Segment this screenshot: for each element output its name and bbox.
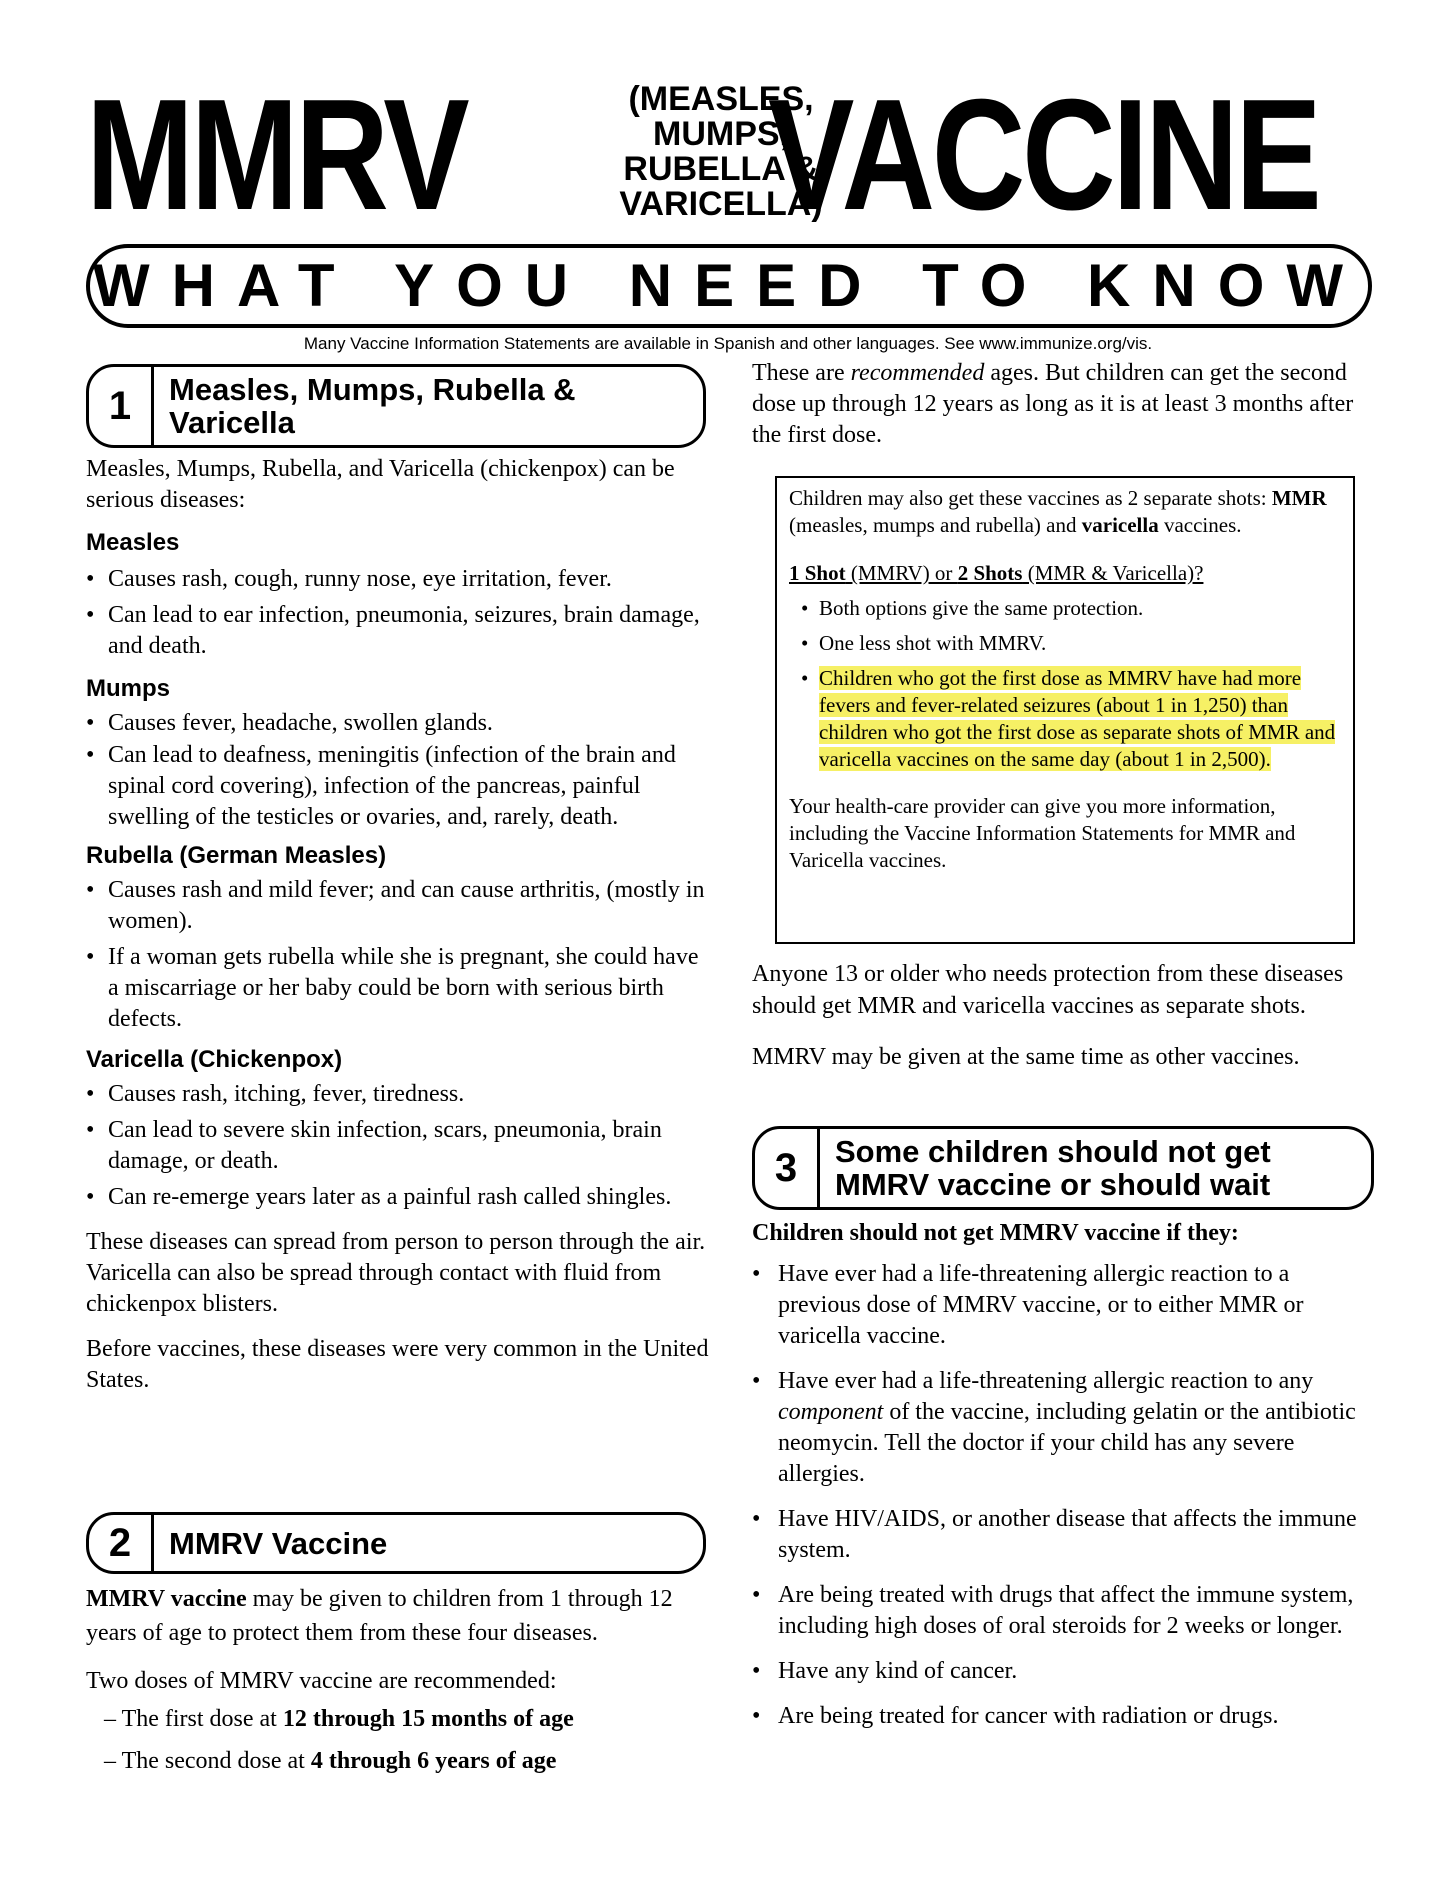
- infobox-question: 1 Shot (MMRV) or 2 Shots (MMR & Varicella)?: [789, 561, 1204, 585]
- doses-intro: Two doses of MMRV vaccine are recommended:: [86, 1668, 557, 1694]
- before-vaccines-paragraph: Before vaccines, these diseases were very common in the United States.: [86, 1336, 709, 1393]
- section-title: [835, 1129, 1361, 1207]
- section-title-line: Varicella: [169, 405, 295, 440]
- spread-paragraph: These diseases can spread from person to person through the air. Varicella can also be spread through contact with fluid from chickenpox blisters.: [86, 1229, 706, 1317]
- list-item: • Causes rash and mild fever; and can cause arthritis, (mostly in women).: [86, 877, 705, 934]
- disease-line: VARICELLA): [619, 185, 823, 223]
- separate-shots-infobox: [775, 476, 1355, 944]
- section-title: MMRV Vaccine: [169, 1525, 388, 1561]
- list-item: • Can lead to severe skin infection, scars, pneumonia, brain damage, or death.: [86, 1117, 662, 1174]
- section-3-content: [752, 1218, 1368, 1732]
- recommended-ages-paragraph: [752, 358, 1368, 451]
- section-number: 2: [89, 1515, 154, 1571]
- disease-line: MUMPS,: [653, 115, 789, 153]
- rubella-heading: Rubella (German Measles): [86, 842, 387, 869]
- list-item: • Have HIV/AIDS, or another disease that affects the immune system.: [752, 1506, 1357, 1563]
- list-item: • Causes rash, cough, runny nose, eye irritation, fever.: [86, 566, 612, 592]
- dose-2: – The second dose at 4 through 6 years of age: [104, 1748, 557, 1774]
- section-2-header: [86, 1512, 706, 1574]
- rubella-list: [86, 875, 710, 1035]
- list-item: • Children who got the first dose as MMRV have had more fevers and fever-related seizures (about 1 in 1,250) than children who got the first dose as separate shots of MMR and varicella vaccines on the same day (about 1 in 2,500).: [801, 666, 1336, 771]
- document-header: [86, 67, 1376, 243]
- list-item: • Both options give the same protection.: [801, 596, 1144, 620]
- section-number: 3: [755, 1129, 820, 1207]
- infobox-footer: Your health-care provider can give you more information, including the Vaccine Information Statements for MMR and Varicella vaccines.: [789, 794, 1296, 872]
- recommended-ages-text: These are recommended ages. But children can get the second dose up through 12 years as long as it is at least 3 months after the first dose.: [752, 360, 1354, 448]
- mumps-list: [86, 708, 710, 833]
- section-number: 1: [89, 367, 154, 445]
- varicella-list: [86, 1079, 710, 1213]
- contraindications-list: [752, 1259, 1368, 1732]
- infobox-intro: Children may also get these vaccines as 2 separate shots: MMR (measles, mumps and rubella) and varicella vaccines.: [789, 486, 1327, 537]
- section-title-line: MMRV vaccine or should wait: [835, 1167, 1271, 1202]
- disease-line: RUBELLA &: [623, 150, 819, 188]
- mumps-heading: Mumps: [86, 675, 170, 702]
- section-title-line: Some children should not get: [835, 1134, 1271, 1169]
- list-item: • Can re-emerge years later as a painful rash called shingles.: [86, 1184, 672, 1210]
- varicella-heading: Varicella (Chickenpox): [86, 1046, 343, 1073]
- disease-line: (MEASLES,: [628, 80, 814, 118]
- list-item: • Have ever had a life-threatening allergic reaction to any component of the vaccine, including gelatin or the antibiotic neomycin. Tell the doctor if your child has any severe allergies.: [752, 1368, 1356, 1487]
- section-title-line: Measles, Mumps, Rubella &: [169, 372, 576, 407]
- section-3-header: [752, 1126, 1374, 1210]
- same-time-paragraph: MMRV may be given at the same time as other vaccines.: [752, 1044, 1300, 1070]
- list-item: • Causes rash, itching, fever, tiredness.: [86, 1081, 465, 1107]
- measles-list: [86, 564, 710, 662]
- languages-note: Many Vaccine Information Statements are available in Spanish and other languages. See www.immunize.org/vis.: [303, 334, 1153, 353]
- list-item: • Causes fever, headache, swollen glands.: [86, 710, 493, 736]
- highlighted-text: Children who got the first dose as MMRV have had more fevers and fever-related seizures (about 1 in 1,250) than children who got the first dose as separate shots of MMR and varicella vaccines on the same day (about 1 in 2,500).: [819, 666, 1336, 771]
- dose-1: – The first dose at 12 through 15 months of age: [104, 1706, 574, 1732]
- title-mmrv: MMRV: [86, 67, 467, 243]
- infobox-list: [789, 595, 1341, 773]
- list-item: • Have any kind of cancer.: [752, 1658, 1018, 1684]
- list-item: • One less shot with MMRV.: [801, 631, 1047, 655]
- age-13-paragraph: Anyone 13 or older who needs protection from these diseases should get MMR and varicella vaccines as separate shots.: [752, 961, 1344, 1019]
- section-title: [169, 367, 693, 445]
- section-1-intro: Measles, Mumps, Rubella, and Varicella (chickenpox) can be serious diseases:: [86, 456, 675, 513]
- subtitle-banner: WHAT YOU NEED TO KNOW: [86, 244, 1372, 328]
- left-column: [86, 454, 710, 1396]
- measles-heading: Measles: [86, 529, 180, 556]
- list-item: • Have ever had a life-threatening allergic reaction to a previous dose of MMRV vaccine, or to either MMR or varicella vaccine.: [752, 1261, 1304, 1349]
- title-vaccine: VACCINE: [768, 67, 1319, 243]
- mmrv-intro: MMRV vaccine may be given to children from 1 through 12 years of age to protect them from these four diseases.: [86, 1586, 673, 1646]
- section-2-left-content: [86, 1582, 710, 1777]
- list-item: • Can lead to ear infection, pneumonia, seizures, brain damage, and death.: [86, 602, 700, 659]
- section-2-right-content: [752, 958, 1352, 1073]
- list-item: • Are being treated for cancer with radiation or drugs.: [752, 1703, 1279, 1729]
- list-item: • If a woman gets rubella while she is pregnant, she could have a miscarriage or her baby could be born with serious birth defects.: [86, 944, 699, 1032]
- list-item: • Are being treated with drugs that affect the immune system, including high doses of oral steroids for 2 weeks or longer.: [752, 1582, 1354, 1639]
- section-1-header: [86, 364, 706, 448]
- list-item: • Can lead to deafness, meningitis (infection of the brain and spinal cord covering), infection of the pancreas, painful swelling of the testicles or ovaries, and, rarely, death.: [86, 742, 676, 830]
- contraindications-lead: Children should not get MMRV vaccine if they:: [752, 1220, 1239, 1246]
